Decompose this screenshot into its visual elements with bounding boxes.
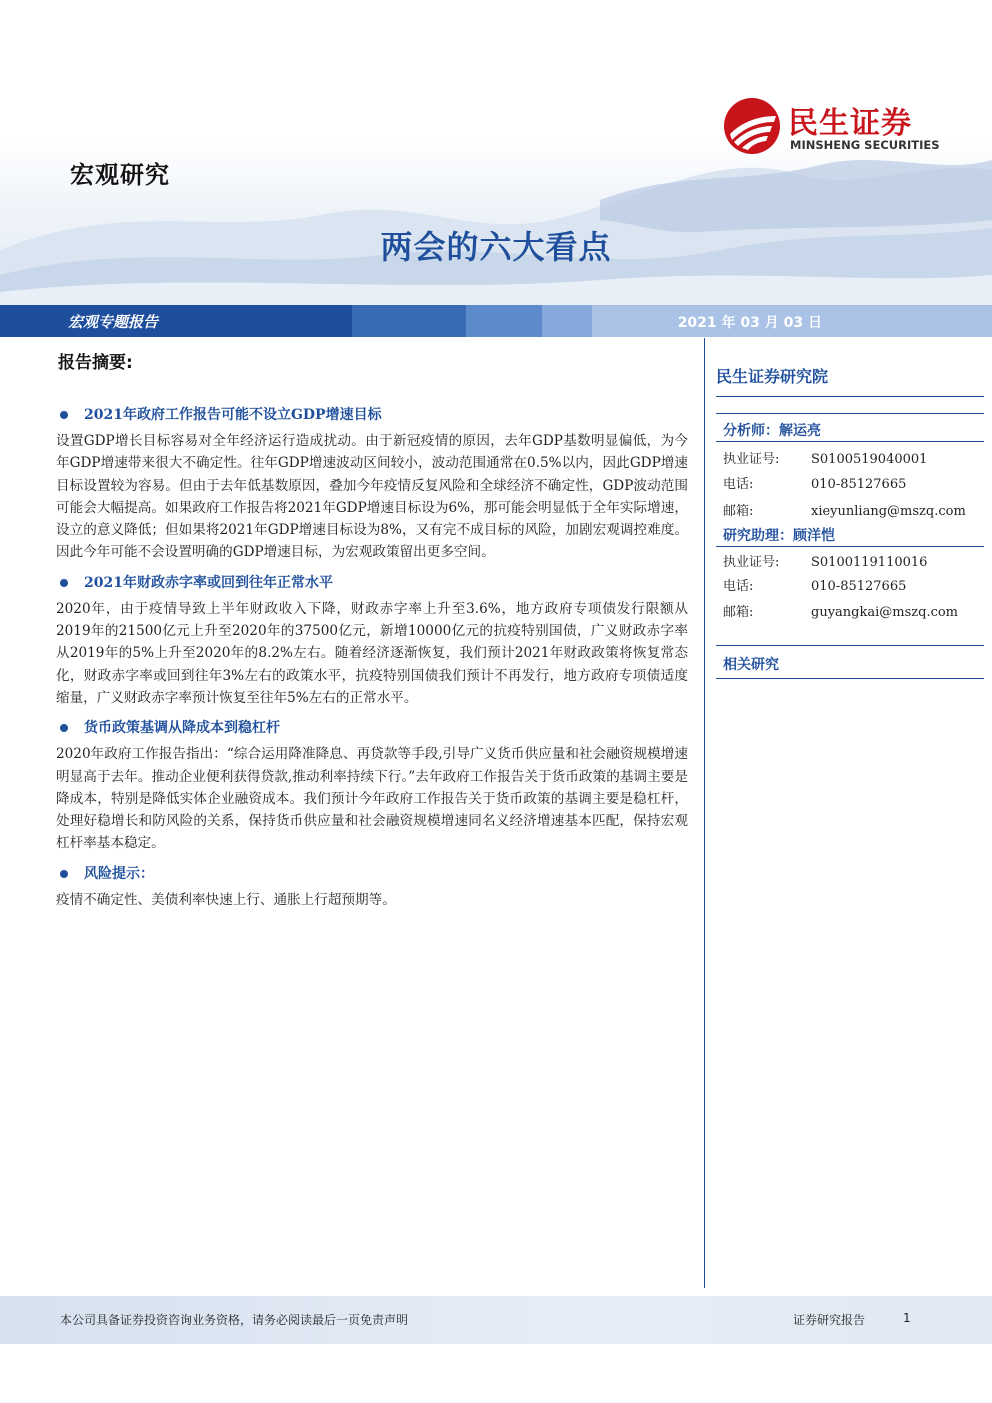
abstract-title: 报告摘要: [58, 353, 133, 373]
report-date: 2021 年 03 月 03 日 [677, 315, 822, 331]
minsheng-logo-icon [722, 96, 782, 156]
section-heading: 2021年政府工作报告可能不设立GDP增速目标 [56, 402, 688, 428]
analyst-phone: 电话: 010-85127665 [723, 477, 907, 492]
assistant-email: 邮箱: guyangkai@mszq.com [723, 605, 959, 620]
analyst-license: 执业证号: S0100519040001 [723, 452, 928, 467]
header-banner [0, 0, 992, 305]
assistant-license: 执业证号: S0100119110016 [723, 555, 928, 570]
bullet-icon [60, 411, 68, 419]
column-divider [704, 338, 705, 1288]
sidebar-divider [716, 413, 984, 414]
sidebar-divider [716, 396, 984, 397]
bullet-icon [60, 579, 68, 587]
footer-doc-type: 证券研究报告 [793, 1313, 866, 1327]
report-category: 宏观研究 [70, 161, 170, 189]
analyst-heading: 分析师：解运亮 [723, 423, 821, 439]
sidebar-divider [716, 678, 984, 679]
section-heading: 货币政策基调从降成本到稳杠杆 [56, 715, 688, 741]
analyst-email: 邮箱: xieyunliang@mszq.com [723, 504, 966, 519]
sidebar-divider [716, 645, 984, 646]
section-paragraph: 疫情不确定性、美债利率快速上行、通胀上行超预期等。 [56, 891, 396, 908]
report-type: 宏观专题报告 [68, 313, 159, 331]
page-number: 1 [903, 1311, 911, 1325]
logo-name-en: MINSHENG SECURITIES [790, 138, 940, 152]
company-logo [722, 96, 952, 160]
section-paragraph: 2020年，由于疫情导致上半年财政收入下降，财政赤字率上升至3.6%，地方政府专项债发行限额从2019年的21500亿元上升至2020年的37500亿元，新增10000亿元的抗疫特别国债，广义财政赤字率从2019年的5%上升至2020年的8.2%左右。随着经济逐渐恢复，我们预计2021年财政政策将恢复常态化，财政赤字率或回到往年3%左右的政策水平，抗疫特别国债我们预计不再发行，地方政府专项债适度缩量，广义财政赤字率预计恢复至往年5%左右的正常水平。 [56, 600, 688, 706]
sidebar-divider [716, 441, 984, 442]
bullet-icon [60, 870, 68, 878]
research-institute: 民生证券研究院 [716, 367, 829, 386]
section-heading: 2021年财政赤字率或回到往年正常水平 [56, 570, 688, 596]
section-paragraph: 2020年政府工作报告指出：“综合运用降准降息、再贷款等手段,引导广义货币供应量和社会融资规模增速明显高于去年。推动企业便利获得贷款,推动利率持续下行。”去年政府工作报告关于货币政策的基调主要是降成本，特别是降低实体企业融资成本。我们预计今年政府工作报告关于货币政策的基调主要是稳杠杆，处理好稳增长和防风险的关系，保持货币供应量和社会融资规模增速同名义经济增速基本匹配，保持宏观杠杆率基本稳定。 [56, 746, 688, 852]
sidebar-divider [716, 546, 984, 547]
related-research-heading: 相关研究 [723, 657, 779, 673]
section-heading: 风险提示： [56, 861, 688, 887]
logo-name-cn: 民生证券 [788, 106, 912, 141]
section-paragraph: 设置GDP增长目标容易对全年经济运行造成扰动。由于新冠疫情的原因，去年GDP基数明显偏低，为今年GDP增速带来很大不确定性。往年GDP增速波动区间较小，波动范围通常在0.5%以内，因此GDP增速目标设置较为容易。但由于去年低基数原因，叠加今年疫情反复风险和全球经济不确定性，GDP波动范围可能会大幅提高。如果政府工作报告将2021年GDP增速目标设为6%，那可能会明显低于全年实际增速，设立的意义降低；但如果将2021年GDP增速目标设为8%，又有完不成目标的风险，加剧宏观调控难度。因此今年可能不会设置明确的GDP增速目标，为宏观政策留出更多空间。 [56, 433, 688, 561]
assistant-phone: 电话: 010-85127665 [723, 579, 907, 594]
bullet-icon [60, 724, 68, 732]
abstract-body [56, 402, 688, 917]
assistant-heading: 研究助理：顾洋恺 [723, 528, 835, 544]
footer-disclaimer: 本公司具备证券投资咨询业务资格，请务必阅读最后一页免责声明 [60, 1313, 409, 1327]
page-title: 两会的六大看点 [380, 228, 612, 266]
